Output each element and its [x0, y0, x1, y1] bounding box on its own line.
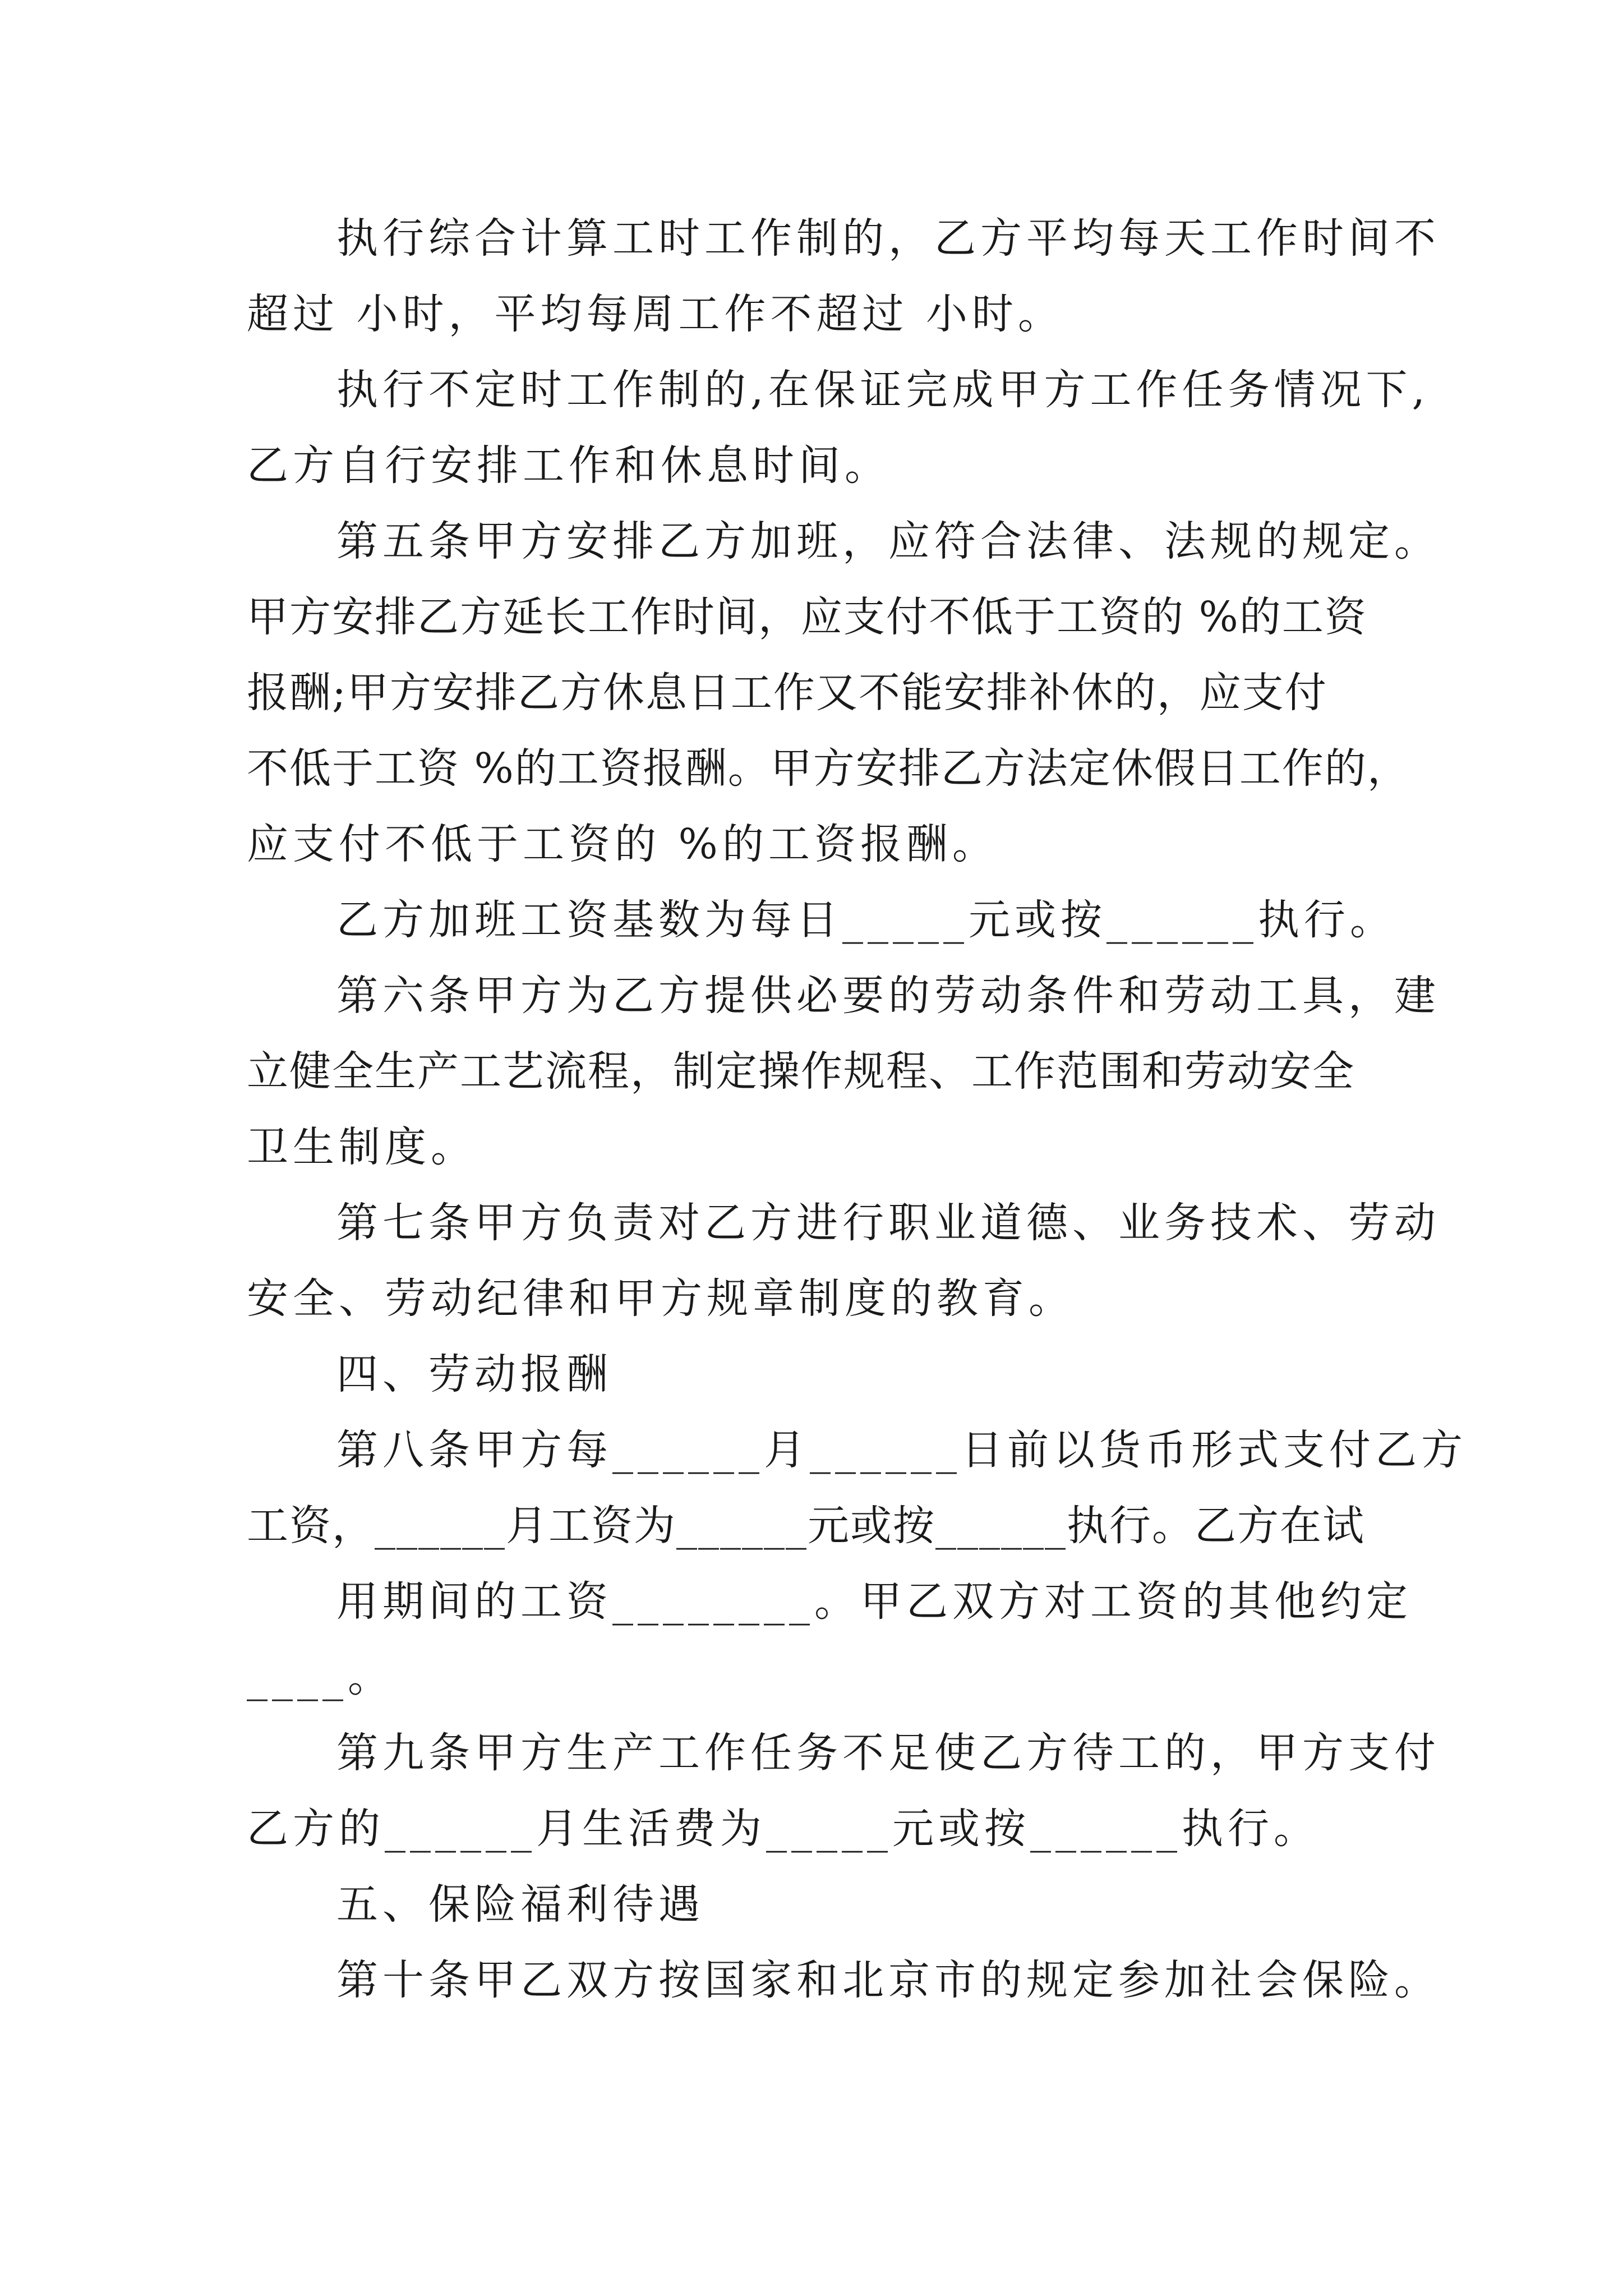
section-heading: 四、劳动报酬: [336, 1350, 612, 1398]
paragraph-line: 第九条甲方生产工作任务不足使乙方待工的，甲方支付: [336, 1729, 1440, 1777]
paragraph-line: 应支付不低于工资的 %的工资报酬。: [247, 820, 998, 868]
paragraph-line: 甲方安排乙方延长工作时间，应支付不低于工资的 %的工资: [247, 593, 1367, 641]
paragraph-line: 安全、劳动纪律和甲方规章制度的教育。: [247, 1274, 1075, 1323]
paragraph-line: ____。: [247, 1653, 394, 1701]
paragraph-line: 立健全生产工艺流程，制定操作规程、工作范围和劳动安全: [247, 1047, 1355, 1096]
paragraph-line: 第七条甲方负责对乙方进行职业道德、业务技术、劳动: [336, 1199, 1440, 1247]
paragraph-line: 第五条甲方安排乙方加班，应符合法律、法规的规定。: [336, 517, 1440, 565]
paragraph-line: 第六条甲方为乙方提供必要的劳动条件和劳动工具，建: [336, 972, 1440, 1020]
paragraph-line: 执行综合计算工时工作制的，乙方平均每天工作时间不: [336, 214, 1440, 263]
paragraph-line: 卫生制度。: [247, 1123, 477, 1171]
paragraph-line: 报酬;甲方安排乙方休息日工作又不能安排补休的，应支付: [247, 669, 1327, 717]
section-heading: 五、保险福利待遇: [336, 1880, 704, 1929]
paragraph-line: 乙方自行安排工作和休息时间。: [247, 441, 891, 490]
paragraph-line: 乙方的______月生活费为_____元或按______执行。: [247, 1805, 1320, 1853]
paragraph-line: 乙方加班工资基数为每日_____元或按______执行。: [336, 896, 1396, 944]
paragraph-line: 用期间的工资________。甲乙双方对工资的其他约定: [336, 1577, 1412, 1626]
paragraph-line: 第八条甲方每______月______日前以货币形式支付乙方: [336, 1426, 1467, 1474]
paragraph-line: 不低于工资 %的工资报酬。甲方安排乙方法定休假日工作的，: [247, 744, 1410, 793]
paragraph-line: 执行不定时工作制的,在保证完成甲方工作任务情况下,: [336, 366, 1430, 414]
paragraph-line: 第十条甲乙双方按国家和北京市的规定参加社会保险。: [336, 1956, 1440, 2004]
paragraph-line: 工资，______月工资为______元或按______执行。乙方在试: [247, 1502, 1365, 1550]
paragraph-line: 超过 小时，平均每周工作不超过 小时。: [247, 290, 1064, 338]
